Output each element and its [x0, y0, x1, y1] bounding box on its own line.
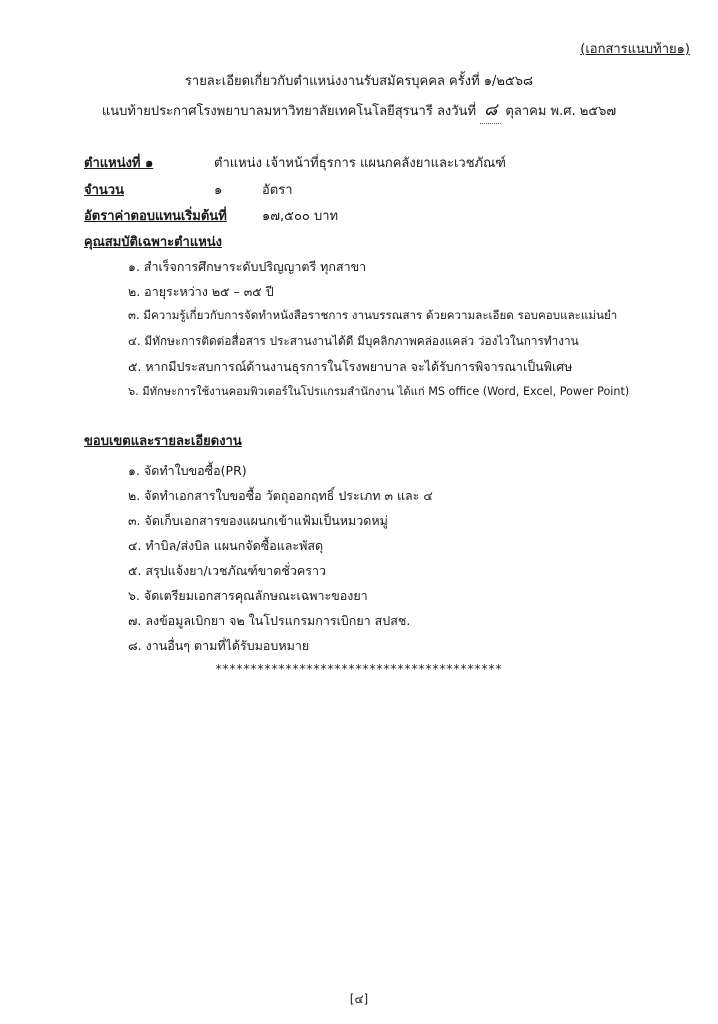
- subtitle-prefix: แนบท้ายประกาศโรงพยาบาลมหาวิทยาลัยเทคโนโลยีสุรนารี ลงวันที่: [101, 104, 477, 119]
- scope-item: ๔. ทำบิล/ส่งบิล แผนกจัดซื้อและพัสดุ: [128, 538, 324, 553]
- document-subtitle: [0, 96, 718, 124]
- position-value: ตำแหน่ง เจ้าหน้าที่ธุรการ แผนกคลังยาและเวชภัณฑ์: [214, 156, 506, 171]
- scope-item: ๗. ลงข้อมูลเบิกยา จ๒ ในโปรแกรมการเบิกยา สปสช.: [128, 613, 411, 628]
- qualification-item: ๕. หากมีประสบการณ์ด้านงานธุรการในโรงพยาบาล จะได้รับการพิจารณาเป็นพิเศษ: [128, 359, 573, 374]
- qualification-item: ๔. มีทักษะการติดต่อสื่อสาร ประสานงานได้ดี มีบุคลิกภาพคล่องแคล่ว ว่องไวในการทำงาน: [128, 334, 579, 348]
- document-title: รายละเอียดเกี่ยวกับตำแหน่งงานรับสมัครบุคคล ครั้งที่ ๑/๒๕๖๘: [184, 74, 534, 89]
- separator-stars: *****************************************: [215, 662, 503, 676]
- subtitle-suffix: ตุลาคม พ.ศ. ๒๕๖๗: [505, 104, 617, 119]
- scope-item: ๕. สรุปแจ้งยา/เวชภัณฑ์ขาดชั่วคราว: [128, 563, 327, 578]
- count-label: จำนวน: [84, 183, 124, 198]
- scope-item: ๓. จัดเก็บเอกสารของแผนกเข้าแฟ้มเป็นหมวดหมู่: [128, 513, 388, 528]
- scope-item: ๘. งานอื่นๆ ตามที่ได้รับมอบหมาย: [128, 638, 310, 653]
- page-number: [๔]: [349, 992, 369, 1006]
- salary-value: ๑๗,๕๐๐ บาท: [262, 209, 339, 224]
- qualification-item: ๖. มีทักษะการใช้งานคอมพิวเตอร์ในโปรแกรมสำนักงาน ได้แก่ MS office (Word, Excel, Power Point): [128, 385, 630, 398]
- handwritten-day: ๘: [480, 96, 501, 124]
- count-value: ๑: [214, 183, 223, 198]
- count-unit: อัตรา: [262, 183, 293, 198]
- qualification-item: ๒. อายุระหว่าง ๒๕ – ๓๕ ปี: [128, 284, 274, 299]
- scope-item: ๒. จัดทำเอกสารใบขอซื้อ วัตถุออกฤทธิ์ ประเภท ๓ และ ๔: [128, 488, 433, 503]
- qualification-item: ๑. สำเร็จการศึกษาระดับปริญญาตรี ทุกสาขา: [128, 259, 367, 274]
- qualification-item: ๓. มีความรู้เกี่ยวกับการจัดทำหนังสือราชการ งานบรรณสาร ด้วยความละเอียด รอบคอบและแม่นยำ: [128, 308, 618, 322]
- qualifications-heading: คุณสมบัติเฉพาะตำแหน่ง: [84, 235, 223, 250]
- scope-item: ๑. จัดทำใบขอซื้อ(PR): [128, 463, 247, 478]
- scope-heading: ขอบเขตและรายละเอียดงาน: [84, 434, 242, 449]
- salary-label: อัตราค่าตอบแทนเริ่มต้นที่: [84, 209, 227, 224]
- position-label: ตำแหน่งที่ ๑: [84, 156, 154, 171]
- scope-item: ๖. จัดเตรียมเอกสารคุณลักษณะเฉพาะของยา: [128, 588, 368, 603]
- attachment-label: (เอกสารแนบท้าย๑): [580, 42, 690, 57]
